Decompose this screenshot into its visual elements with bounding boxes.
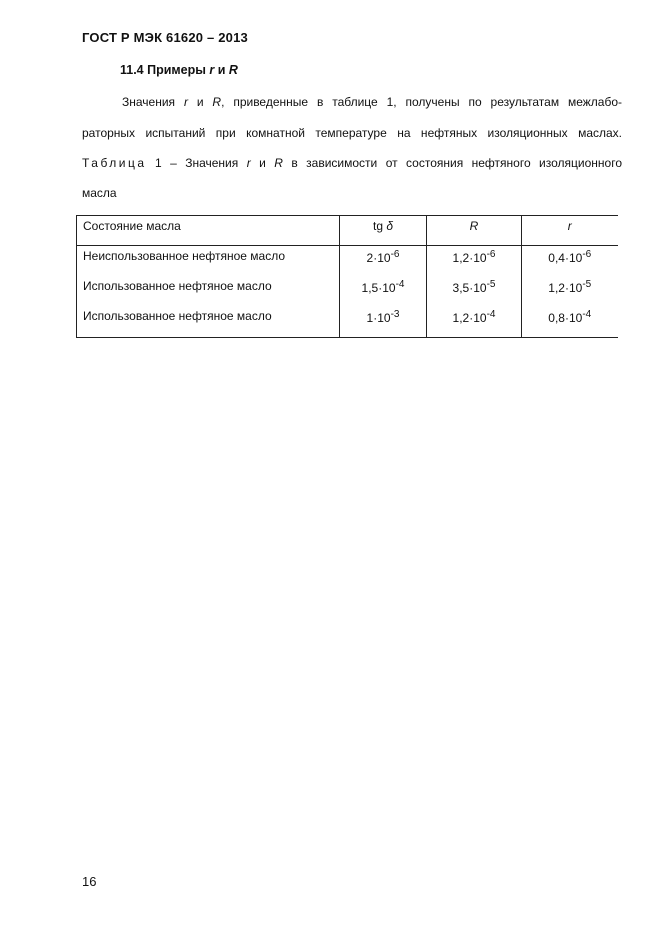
paragraph-text: Значения bbox=[122, 95, 184, 109]
cell-value: 0,8·10 bbox=[548, 310, 583, 325]
caption-symbol-R: R bbox=[274, 156, 283, 170]
cell-exponent: -4 bbox=[486, 308, 496, 320]
cell-value: 1,5·10 bbox=[361, 280, 396, 295]
table-row bbox=[77, 276, 618, 306]
cell-r bbox=[522, 306, 618, 338]
cell-exponent: -6 bbox=[390, 249, 400, 260]
cell-state: Использованное нефтяное масло bbox=[77, 306, 340, 338]
caption-symbol-r: r bbox=[246, 156, 251, 170]
cell-tg-delta bbox=[340, 306, 427, 338]
cell-value: 1,2·10 bbox=[452, 251, 487, 265]
table-row bbox=[77, 246, 618, 276]
cell-exponent: -6 bbox=[582, 249, 592, 260]
header-tg-prefix: tg bbox=[372, 219, 387, 233]
page-number: 16 bbox=[82, 874, 97, 889]
cell-value: 0,4·10 bbox=[548, 251, 583, 265]
table-row bbox=[77, 306, 618, 338]
table-header-row bbox=[77, 216, 618, 246]
cell-state: Неиспользованное нефтяное масло bbox=[77, 246, 340, 276]
section-title-R: R bbox=[228, 63, 238, 77]
cell-r bbox=[522, 246, 618, 276]
cell-value: 1,2·10 bbox=[548, 280, 583, 295]
caption-text: и bbox=[250, 156, 275, 170]
section-title-and: и bbox=[214, 63, 229, 77]
cell-exponent: -5 bbox=[486, 278, 496, 290]
paragraph-line-2: раторных испытаний при комнатной температуре на нефтяных изоляционных маслах. bbox=[82, 126, 622, 140]
section-title-prefix: 11.4 Примеры bbox=[120, 63, 210, 77]
cell-R bbox=[427, 246, 522, 276]
cell-tg-delta bbox=[340, 276, 427, 306]
caption-text: в зависимости от состояния нефтяного изоляционного bbox=[282, 156, 622, 170]
cell-exponent: -5 bbox=[582, 278, 592, 290]
header-state: Состояние масла bbox=[77, 216, 340, 246]
paragraph-symbol-R: R bbox=[212, 95, 222, 109]
header-r: r bbox=[522, 216, 618, 246]
cell-value: 1·10 bbox=[366, 310, 391, 325]
cell-value: 2·10 bbox=[366, 251, 391, 265]
cell-value: 3,5·10 bbox=[452, 280, 487, 295]
cell-R bbox=[427, 306, 522, 338]
paragraph-line-1 bbox=[122, 95, 622, 109]
cell-tg-delta bbox=[340, 246, 427, 276]
table-caption-label: Таблица bbox=[82, 156, 147, 170]
cell-value: 1,2·10 bbox=[452, 310, 487, 325]
section-title-r: r bbox=[209, 63, 215, 77]
cell-state: Использованное нефтяное масло bbox=[77, 276, 340, 306]
paragraph-text: , приведенные в таблице 1, получены по результатам межлабо- bbox=[221, 95, 623, 109]
paragraph-text: и bbox=[187, 95, 213, 109]
cell-exponent: -4 bbox=[582, 308, 592, 320]
header-tg-delta bbox=[340, 216, 427, 246]
cell-exponent: -4 bbox=[395, 278, 405, 290]
cell-exponent: -3 bbox=[390, 308, 400, 320]
section-heading bbox=[120, 63, 238, 77]
cell-r bbox=[522, 276, 618, 306]
cell-R bbox=[427, 276, 522, 306]
results-table bbox=[76, 215, 618, 338]
table-caption-continuation: масла bbox=[82, 186, 117, 200]
document-header: ГОСТ Р МЭК 61620 – 2013 bbox=[82, 30, 248, 45]
header-delta-symbol: δ bbox=[386, 219, 393, 233]
table-caption bbox=[82, 156, 622, 170]
header-R: R bbox=[427, 216, 522, 246]
caption-text: 1 – Значения bbox=[146, 156, 247, 170]
paragraph-symbol-r: r bbox=[183, 95, 188, 109]
cell-exponent: -6 bbox=[486, 249, 496, 260]
